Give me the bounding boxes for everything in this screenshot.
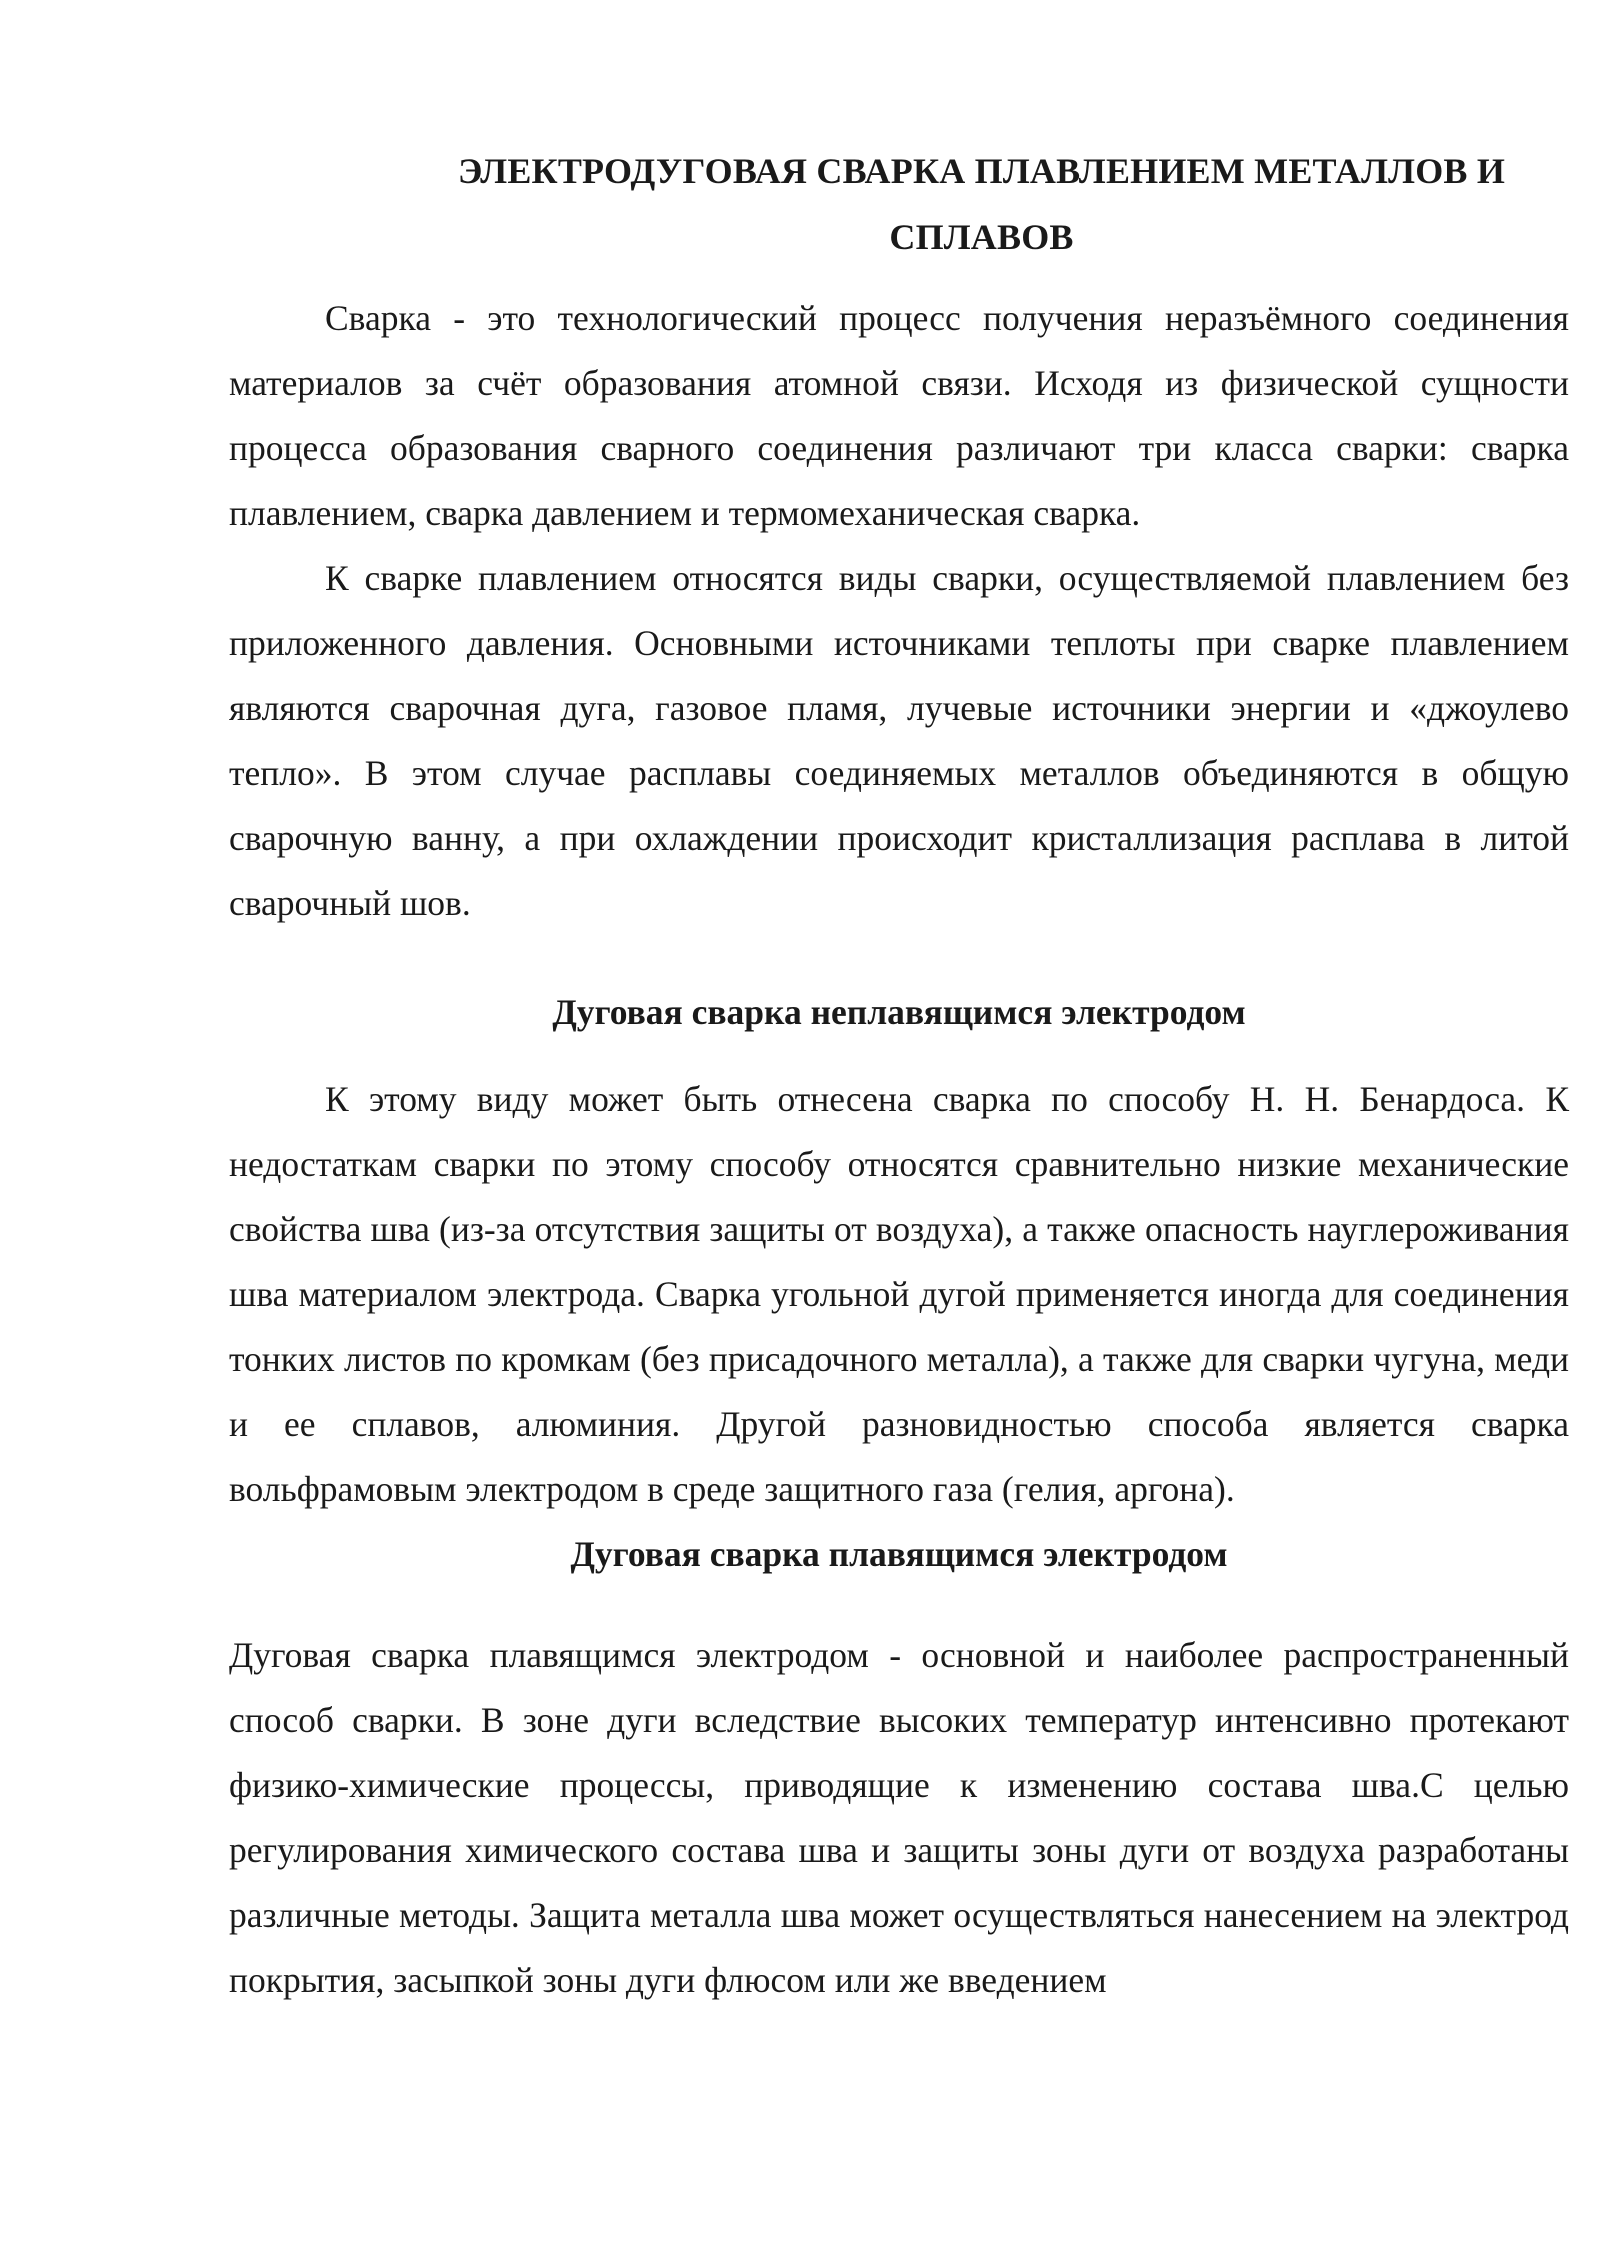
paragraph-welding-definition: Сварка - это технологический процесс получения неразъёмного соединения материалов за счёт образования атомной связи. Исходя из физической сущности процесса образования сварного соединения различают три класса сварки: сварка плавлением, сварка давлением и термомеханическая сварка.: [229, 298, 1569, 533]
paragraph-consumable-electrode: Дуговая сварка плавящимся электродом - основной и наиболее распространенный способ сварки. В зоне дуги вследствие высоких температур интенсивно протекают физико-химические процессы, приводящие к изменению состава шва.С целью регулирования химического состава шва и защиты зоны дуги от воздуха разработаны различные методы. Защита металла шва может осуществляться нанесением на электрод покрытия, засыпкой зоны дуги флюсом или же введением: [229, 1635, 1569, 2000]
paragraph-non-consumable-electrode: К этому виду может быть отнесена сварка по способу Н. Н. Бенардоса. К недостаткам сварки по этому способу относятся сравнительно низкие механические свойства шва (из-за отсутствия защиты от воздуха), а также опасность науглероживания шва материалом электрода. Сварка угольной дугой применяется иногда для соединения тонких листов по кромкам (без присадочного металла), а также для сварки чугуна, меди и ее сплавов, алюминия. Другой разновидностью способа является сварка вольфрамовым электродом в среде защитного газа (гелия, аргона).: [229, 1079, 1569, 1509]
document-title: ЭЛЕКТРОДУГОВАЯ СВАРКА ПЛАВЛЕНИЕМ МЕТАЛЛОВ И СПЛАВОВ: [457, 151, 1506, 257]
heading-consumable-electrode: Дуговая сварка плавящимся электродом: [570, 1534, 1228, 1574]
document-body: [229, 138, 1569, 2013]
heading-non-consumable-electrode: Дуговая сварка неплавящимся электродом: [552, 992, 1246, 1032]
paragraph-fusion-welding: К сварке плавлением относятся виды сварки, осуществляемой плавлением без приложенного давления. Основными источниками теплоты при сварке плавлением являются сварочная дуга, газовое пламя, лучевые источники энергии и «джоулево тепло». В этом случае расплавы соединяемых металлов объединяются в общую сварочную ванну, а при охлаждении происходит кристаллизация расплава в литой сварочный шов.: [229, 558, 1569, 923]
